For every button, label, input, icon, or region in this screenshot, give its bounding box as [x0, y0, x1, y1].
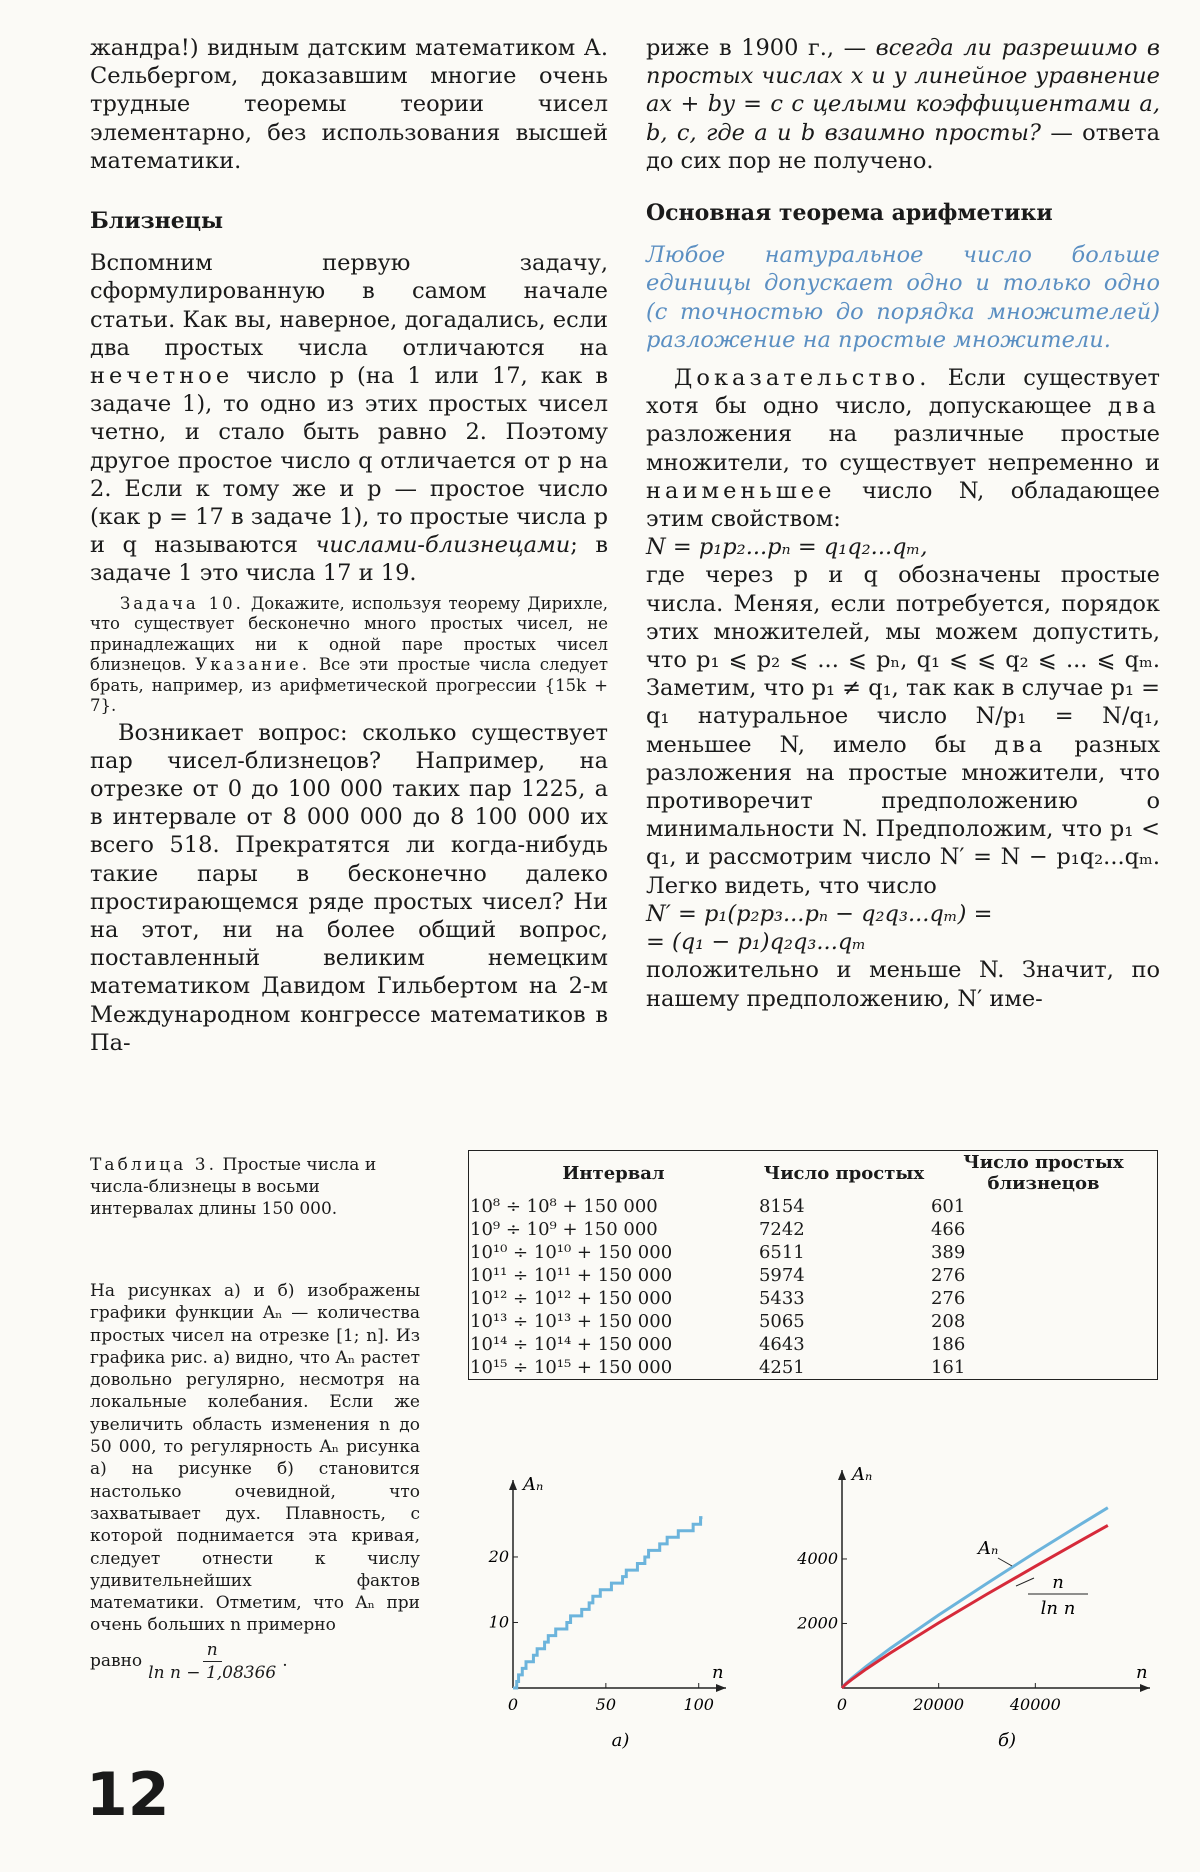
x-tick-label: 40000 — [1009, 1695, 1061, 1714]
x-axis-arrow — [716, 1684, 726, 1692]
annotation-An: Aₙ — [978, 1538, 999, 1559]
column-right — [646, 34, 1160, 1013]
table-cell: 10¹⁴ ÷ 10¹⁴ + 150 000 — [470, 1334, 673, 1355]
y-axis-arrow — [838, 1470, 846, 1480]
page-number: 12 — [86, 1760, 170, 1830]
column-left — [90, 34, 608, 1057]
paragraph-hilbert: риже в 1900 г., — всегда ли разрешимо в простых числах x и y линейное уравнение ax + by = c с целыми коэффициентами a, b, c, где a и b взаимно просты? — ответа до сих пор не получено. — [646, 35, 1161, 174]
annotation-An-leader — [998, 1558, 1012, 1566]
heading-twins: Близнецы — [90, 208, 224, 235]
paragraph-intro: жандра!) видным датским математиком А. Сельбергом, доказавшим многие очень трудные теоремы теории чисел элементарно, без использования высшей математики. — [90, 35, 608, 174]
table-cell: 161 — [930, 1357, 966, 1378]
annotation-ln-n: ln n — [1040, 1598, 1076, 1619]
table-row — [469, 1356, 1157, 1379]
x-tick-label: 50 — [595, 1695, 617, 1714]
equation-2: N′ = p₁(p₂p₃...pₙ − q₂q₃...qₘ) = — [646, 900, 993, 927]
theorem-text: Любое натуральное число больше единицы допускает одно и только одно (с точностью до порядка множителей) разложение на простые множители. — [646, 242, 1160, 353]
table-cell: 4643 — [758, 1334, 805, 1355]
table-cell: 10¹² ÷ 10¹² + 150 000 — [470, 1288, 673, 1309]
table-cell: 5065 — [758, 1311, 805, 1332]
equation-3: = (q₁ − p₁)q₂q₃...qₘ — [646, 929, 867, 956]
table-row — [469, 1333, 1157, 1356]
table-cell: 466 — [930, 1219, 966, 1240]
table-cell: 10⁸ ÷ 10⁸ + 150 000 — [470, 1196, 658, 1217]
table-row — [469, 1310, 1157, 1333]
y-tick-label: 4000 — [797, 1548, 838, 1568]
table-cell: 208 — [930, 1311, 966, 1332]
table-cell: 276 — [930, 1265, 966, 1286]
table-cell: 7242 — [758, 1219, 805, 1240]
table-cell: 276 — [930, 1288, 966, 1309]
table-cell: 186 — [930, 1334, 966, 1355]
x-axis-arrow — [1140, 1684, 1150, 1692]
formula: n ln n − 1,08366 — [148, 1639, 277, 1684]
table-row — [469, 1264, 1157, 1287]
table-cell: 6511 — [758, 1242, 805, 1263]
annotation-n: n — [1052, 1572, 1064, 1593]
table-cell: 10¹⁰ ÷ 10¹⁰ + 150 000 — [470, 1242, 673, 1263]
heading-theorem: Основная теорема арифметики — [646, 200, 1053, 227]
table-header-interval: Интервал — [562, 1162, 665, 1184]
x-axis-label: n — [712, 1662, 724, 1683]
table-cell: 10¹¹ ÷ 10¹¹ + 150 000 — [470, 1265, 673, 1286]
table-cell: 10¹³ ÷ 10¹³ + 150 000 — [470, 1311, 673, 1332]
table-caption: Таблица 3. Простые числа и числа-близнецы в восьми интервалах длины 150 000. — [90, 1155, 377, 1219]
table-row — [469, 1195, 1157, 1218]
table-header-twins: Число простых близнецов — [963, 1152, 1124, 1194]
chart-a — [468, 1460, 778, 1760]
chart-label: б) — [997, 1730, 1017, 1751]
table-header-primes: Число простых — [763, 1162, 925, 1184]
x-tick-label: 100 — [683, 1695, 714, 1714]
table-row — [469, 1218, 1157, 1241]
proof: Доказательство. Если существует хотя бы одно число, допускающее два разложения на различные простые множители, то существует непременно и наименьшее число N, обладающее этим свойством: — [646, 365, 1160, 533]
chart-b — [790, 1460, 1170, 1760]
proof-end: положительно и меньше N. Значит, по нашему предположению, N′ име- — [646, 957, 1160, 1012]
y-axis-arrow — [509, 1480, 517, 1490]
paragraph-question: Возникает вопрос: сколько существует пар чисел-близнецов? Например, на отрезке от 0 до 100 000 таких пар 1225, а в интервале от 8 000 000 до 8 100 000 их всего 518. Прекратятся ли когда-нибудь такие пары в бесконечно далеко простирающемся ряде простых чисел? Ни на этот, ни на более общий вопрос, поставленный великим немецким математиком Давидом Гильбертом на 2-м Международном конгрессе математиков в Па- — [90, 719, 608, 1056]
table-row — [469, 1287, 1157, 1310]
equation-1: N = p₁p₂...pₙ = q₁q₂...qₘ, — [646, 534, 928, 561]
table-cell: 601 — [930, 1196, 966, 1217]
y-tick-label: 20 — [488, 1546, 509, 1566]
figure-caption: На рисунках а) и б) изображены графики функции Aₙ — количества простых чисел на отрезке [1; n]. Из графика рис. а) видно, что Aₙ растет довольно регулярно, несмотря на локальные колебания. Если же увеличить область изменения n до 50 000, то регулярность Aₙ рисунка а) на рисунке б) становится настолько очевидной, что захватывает дух. Плавность, с которой поднимается эта кривая, следует отнести к числу удивительнейших фактов математики. Отметим, что Aₙ при очень больших n примерно равно n ln n − 1,08366 . — [90, 1281, 420, 1684]
table-row — [469, 1241, 1157, 1264]
table-cell: 389 — [930, 1242, 966, 1263]
table-cell: 5974 — [758, 1265, 805, 1286]
annotation-ratio-leader — [1016, 1578, 1034, 1586]
proof-continued: где через p и q обозначены простые числа. Меняя, если потребуется, порядок этих множителей, мы можем допустить, что p₁ ⩽ p₂ ⩽ ... ⩽ pₙ, q₁ ⩽ ⩽ q₂ ⩽ ... ⩽ qₘ. Заметим, что p₁ ≠ q₁, так как в случае p₁ = q₁ натуральное число N/p₁ = N/q₁, меньшее N, имело бы два разных разложения на простые множители, что противоречит предположению о минимальности N. Предположим, что p₁ < q₁, и рассмотрим число N′ = N − p₁q₂...qₘ. Легко видеть, что число — [646, 562, 1161, 899]
paragraph-twins: Вспомним первую задачу, сформулированную в самом начале статьи. Как вы, наверное, догадались, если два простых числа отличаются на нечетное число p (на 1 или 17, как в задаче 1), то одно из этих простых чисел четно, и стало быть равно 2. Поэтому другое простое число q отличается от p на 2. Если к тому же и p — простое число (как p = 17 в задаче 1), то простые числа p и q называются числами-близнецами; в задаче 1 это числа 17 и 19. — [90, 250, 609, 587]
series-A-line — [513, 1518, 702, 1688]
table-cell: 5433 — [758, 1288, 805, 1309]
task-10: Задача 10. Докажите, используя теорему Дирихле, что существует бесконечно много простых чисел, не принадлежащих ни к одной паре простых чисел близнецов. Указание. Все эти простые числа следует брать, например, из арифметической прогрессии {15k + 7}. — [90, 593, 609, 716]
x-axis-label: n — [1136, 1662, 1148, 1683]
x-tick-label: 0 — [507, 1695, 519, 1714]
chart-label: а) — [611, 1730, 630, 1751]
y-axis-label: Aₙ — [523, 1474, 544, 1495]
table-cell: 10¹⁵ ÷ 10¹⁵ + 150 000 — [470, 1357, 673, 1378]
y-tick-label: 2000 — [797, 1613, 838, 1633]
x-tick-label: 20000 — [913, 1695, 965, 1714]
y-axis-label: Aₙ — [852, 1464, 873, 1485]
table-cell: 10⁹ ÷ 10⁹ + 150 000 — [470, 1219, 658, 1240]
table-3 — [468, 1150, 1158, 1380]
y-tick-label: 10 — [488, 1612, 509, 1632]
x-tick-label: 0 — [836, 1695, 848, 1714]
table-cell: 4251 — [758, 1357, 805, 1378]
table-cell: 8154 — [758, 1196, 805, 1217]
